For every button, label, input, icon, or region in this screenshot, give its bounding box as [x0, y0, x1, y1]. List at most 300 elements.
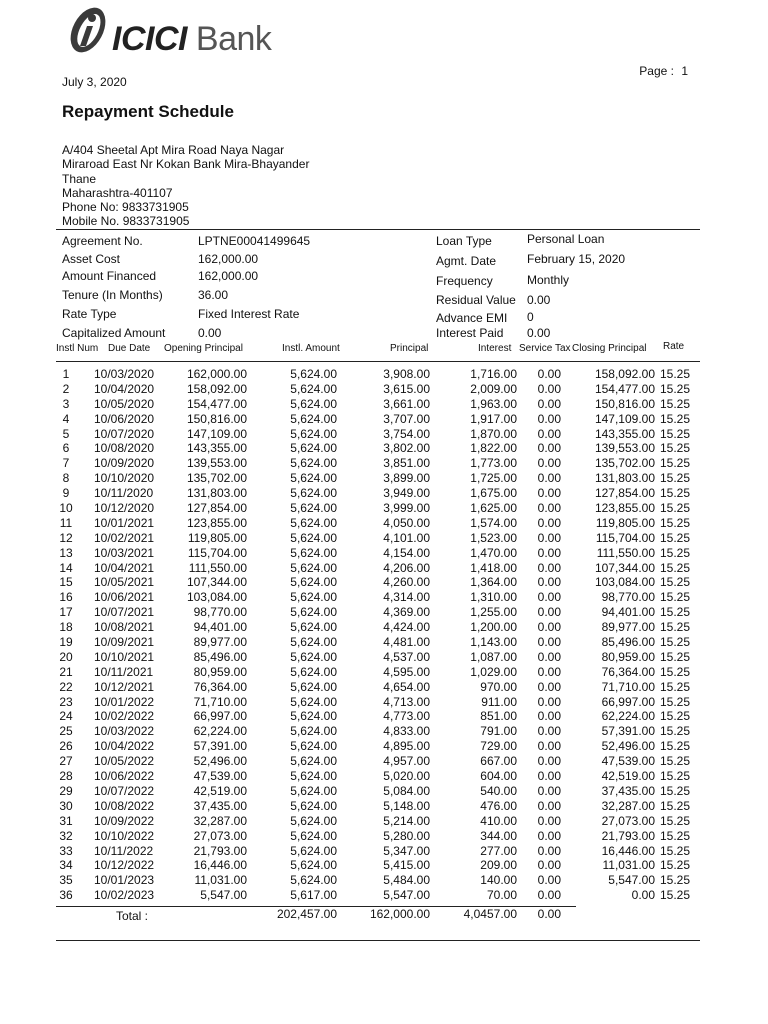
service-tax-cell: 0.00: [537, 858, 561, 873]
interest-cell: 70.00: [486, 888, 517, 903]
opening-principal-cell: 119,805.00: [187, 530, 247, 545]
rate-cell: 15.25: [660, 858, 691, 873]
instl-amount-cell: 5,624.00: [290, 381, 337, 396]
opening-principal-cell: 135,702.00: [186, 471, 247, 486]
closing-principal-cell: 0.00: [631, 888, 655, 903]
instl-amount-cell: 5,624.00: [290, 515, 337, 530]
closing-principal-cell: 16,446.00: [601, 843, 655, 858]
opening-principal-cell: 94,401.00: [193, 620, 247, 635]
interest-cell: 604.00: [480, 769, 517, 784]
instl-num-cell: 19: [59, 635, 73, 650]
instl-amount-cell: 5,624.00: [290, 456, 337, 471]
capitalized-amount-label: Capitalized Amount: [62, 326, 166, 340]
opening-principal-cell: 103,084.00: [186, 590, 247, 605]
service-tax-cell: 0.00: [537, 813, 561, 828]
table-row: [0, 695, 768, 710]
table-row: [0, 739, 768, 754]
opening-principal-cell: 37,435.00: [193, 798, 247, 813]
interest-cell: 1,470.00: [470, 545, 517, 560]
col-header-rate: Rate: [663, 341, 685, 352]
capitalized-amount-value: 0.00: [198, 326, 222, 340]
closing-principal-cell: 94,401.00: [601, 605, 655, 620]
instl-num-cell: 10: [59, 501, 73, 516]
table-row: [0, 799, 768, 814]
table-row: [0, 501, 768, 516]
service-tax-cell: 0.00: [537, 709, 561, 724]
principal-cell: 4,537.00: [383, 649, 430, 664]
page-title: Repayment Schedule: [62, 102, 234, 121]
due-date-cell: 10/09/2020: [94, 456, 155, 471]
opening-principal-cell: 111,550.00: [188, 560, 247, 575]
asset-cost-value: 162,000.00: [198, 252, 259, 266]
rate-type-value: Fixed Interest Rate: [198, 307, 300, 321]
interest-cell: 1,917.00: [470, 411, 517, 426]
rate-cell: 15.25: [660, 530, 691, 545]
interest-cell: 970.00: [480, 679, 517, 694]
table-row: [0, 441, 768, 456]
instl-num-cell: 13: [59, 545, 73, 560]
instl-amount-cell: 5,624.00: [290, 828, 337, 843]
instl-amount-cell: 5,624.00: [290, 769, 337, 784]
table-row: [0, 456, 768, 471]
divider: [56, 361, 700, 362]
instl-amount-cell: 5,624.00: [290, 664, 337, 679]
instl-num-cell: 32: [59, 828, 73, 843]
due-date-cell: 10/08/2020: [94, 441, 155, 456]
table-row: [0, 412, 768, 427]
loan-type-value: Personal Loan: [527, 232, 605, 246]
principal-cell: 4,369.00: [383, 605, 430, 620]
opening-principal-cell: 143,355.00: [186, 441, 247, 456]
instl-num-cell: 7: [62, 456, 70, 471]
rate-cell: 15.25: [660, 709, 691, 724]
instl-num-cell: 33: [59, 843, 73, 858]
advance-emi-value: 0: [527, 310, 534, 324]
col-header-interest: Interest: [478, 343, 512, 354]
principal-cell: 4,895.00: [383, 739, 430, 754]
rate-cell: 15.25: [660, 515, 691, 530]
instl-num-cell: 18: [59, 620, 73, 635]
icici-bank-logo: [62, 4, 324, 56]
interest-cell: 1,716.00: [470, 367, 517, 381]
table-row: [0, 605, 768, 620]
service-tax-cell: 0.00: [537, 664, 561, 679]
instl-amount-cell: 5,624.00: [290, 709, 337, 724]
due-date-cell: 10/07/2020: [94, 426, 155, 441]
instl-num-cell: 12: [59, 530, 73, 545]
closing-principal-cell: 154,477.00: [594, 381, 655, 396]
closing-principal-cell: 143,355.00: [594, 426, 655, 441]
rate-cell: 15.25: [660, 724, 691, 739]
table-row: [0, 858, 768, 873]
rate-cell: 15.25: [660, 381, 691, 396]
rate-cell: 15.25: [660, 545, 691, 560]
principal-cell: 3,908.00: [383, 367, 430, 381]
opening-principal-cell: 80,959.00: [193, 664, 247, 679]
service-tax-cell: 0.00: [537, 828, 561, 843]
service-tax-cell: 0.00: [537, 486, 561, 501]
instl-amount-cell: 5,624.00: [290, 426, 337, 441]
service-tax-cell: 0.00: [537, 873, 561, 888]
table-row: [0, 516, 768, 531]
due-date-cell: 10/10/2021: [94, 649, 155, 664]
service-tax-cell: 0.00: [537, 843, 561, 858]
opening-principal-cell: 154,477.00: [186, 396, 247, 411]
rate-cell: 15.25: [660, 769, 691, 784]
logo-text-icici: ICICI: [112, 20, 187, 58]
service-tax-cell: 0.00: [537, 679, 561, 694]
advance-emi-label: Advance EMI: [436, 311, 508, 325]
rate-cell: 15.25: [660, 828, 691, 843]
interest-cell: 911.00: [481, 694, 517, 709]
principal-cell: 5,148.00: [383, 798, 430, 813]
principal-cell: 4,713.00: [383, 694, 430, 709]
instl-amount-cell: 5,624.00: [290, 679, 337, 694]
col-header-due-date: Due Date: [108, 343, 151, 354]
opening-principal-cell: 71,710.00: [193, 694, 247, 709]
table-row: [0, 754, 768, 769]
interest-cell: 791.00: [480, 724, 517, 739]
instl-num-cell: 17: [59, 605, 73, 620]
opening-principal-cell: 76,364.00: [193, 679, 247, 694]
table-row: [0, 397, 768, 412]
interest-cell: 851.00: [480, 709, 517, 724]
opening-principal-cell: 11,031.00: [194, 873, 247, 888]
table-row: [0, 665, 768, 680]
due-date-cell: 10/06/2022: [94, 769, 155, 784]
divider: [56, 229, 700, 230]
closing-principal-cell: 71,710.00: [601, 679, 655, 694]
opening-principal-cell: 42,519.00: [193, 783, 247, 798]
instl-num-cell: 28: [59, 769, 73, 784]
instl-num-cell: 29: [59, 783, 73, 798]
principal-cell: 5,280.00: [383, 828, 430, 843]
interest-cell: 1,200.00: [470, 620, 517, 635]
instl-num-cell: 14: [59, 560, 73, 575]
instl-amount-cell: 5,624.00: [290, 441, 337, 456]
instl-amount-cell: 5,624.00: [290, 783, 337, 798]
interest-cell: 1,364.00: [470, 575, 517, 590]
opening-principal-cell: 107,344.00: [186, 575, 247, 590]
instl-amount-cell: 5,624.00: [290, 843, 337, 858]
due-date-cell: 10/12/2020: [94, 501, 155, 516]
opening-principal-cell: 158,092.00: [186, 381, 247, 396]
residual-value-value: 0.00: [527, 293, 551, 307]
closing-principal-cell: 147,109.00: [594, 411, 655, 426]
principal-cell: 4,050.00: [383, 515, 430, 530]
opening-principal-cell: 27,073.00: [193, 828, 247, 843]
tenure-value: 36.00: [198, 288, 229, 302]
rate-cell: 15.25: [660, 501, 691, 516]
phone-number: Phone No: 9833731905: [62, 200, 189, 215]
table-row: [0, 724, 768, 739]
table-row: [0, 575, 768, 590]
instl-num-cell: 24: [59, 709, 73, 724]
document-date: July 3, 2020: [62, 75, 127, 89]
instl-num-cell: 36: [59, 888, 73, 903]
due-date-cell: 10/02/2023: [94, 888, 155, 903]
due-date-cell: 10/11/2022: [94, 843, 154, 858]
interest-cell: 1,310.00: [470, 590, 517, 605]
principal-cell: 3,802.00: [383, 441, 430, 456]
rate-cell: 15.25: [660, 843, 691, 858]
interest-cell: 476.00: [480, 798, 517, 813]
instl-amount-cell: 5,624.00: [290, 798, 337, 813]
page-label: Page :: [639, 64, 674, 78]
interest-cell: 1,087.00: [470, 649, 517, 664]
address-line: A/404 Sheetal Apt Mira Road Naya Nagar: [62, 143, 285, 157]
principal-cell: 5,084.00: [383, 783, 430, 798]
interest-cell: 1,773.00: [470, 456, 517, 471]
logo-text-bank: Bank: [195, 20, 272, 58]
service-tax-cell: 0.00: [537, 426, 561, 441]
closing-principal-cell: 119,805.00: [595, 515, 655, 530]
principal-cell: 4,314.00: [383, 590, 430, 605]
due-date-cell: 10/03/2021: [94, 545, 155, 560]
rate-cell: 15.25: [660, 649, 691, 664]
principal-cell: 4,833.00: [383, 724, 430, 739]
interest-cell: 1,675.00: [470, 486, 517, 501]
opening-principal-cell: 162,000.00: [186, 367, 247, 381]
amount-financed-value: 162,000.00: [198, 269, 259, 283]
interest-paid-value: 0.00: [527, 326, 551, 340]
loan-type-label: Loan Type: [436, 234, 492, 248]
instl-num-cell: 25: [59, 724, 73, 739]
table-row: [0, 650, 768, 665]
due-date-cell: 10/11/2021: [94, 664, 154, 679]
service-tax-cell: 0.00: [537, 605, 561, 620]
due-date-cell: 10/05/2021: [94, 575, 155, 590]
interest-cell: 209.00: [480, 858, 517, 873]
total-service-tax: 0.00: [537, 907, 561, 921]
rate-cell: 15.25: [660, 813, 691, 828]
interest-cell: 277.00: [480, 843, 517, 858]
instl-amount-cell: 5,624.00: [290, 575, 337, 590]
service-tax-cell: 0.00: [537, 739, 561, 754]
closing-principal-cell: 47,539.00: [601, 754, 655, 769]
rate-cell: 15.25: [660, 560, 691, 575]
address-line: Maharashtra-401107: [62, 185, 173, 200]
interest-cell: 1,963.00: [470, 396, 517, 411]
principal-cell: 4,595.00: [383, 664, 430, 679]
closing-principal-cell: 11,031.00: [602, 858, 655, 873]
rate-cell: 15.25: [660, 367, 691, 381]
due-date-cell: 10/09/2022: [94, 813, 155, 828]
instl-num-cell: 20: [59, 649, 73, 664]
instl-amount-cell: 5,624.00: [290, 754, 337, 769]
principal-cell: 3,661.00: [383, 396, 430, 411]
opening-principal-cell: 127,854.00: [186, 501, 247, 516]
tenure-label: Tenure (In Months): [62, 288, 163, 302]
table-row: [0, 709, 768, 724]
instl-amount-cell: 5,624.00: [290, 813, 337, 828]
interest-cell: 1,625.00: [470, 501, 517, 516]
amount-financed-label: Amount Financed: [62, 269, 157, 283]
instl-amount-cell: 5,624.00: [290, 590, 337, 605]
interest-cell: 1,822.00: [470, 441, 517, 456]
service-tax-cell: 0.00: [537, 471, 561, 486]
opening-principal-cell: 123,855.00: [186, 515, 247, 530]
rate-cell: 15.25: [660, 605, 691, 620]
opening-principal-cell: 62,224.00: [193, 724, 247, 739]
rate-cell: 15.25: [660, 664, 691, 679]
asset-cost-label: Asset Cost: [62, 252, 121, 266]
rate-cell: 15.25: [660, 396, 691, 411]
instl-amount-cell: 5,624.00: [290, 396, 337, 411]
closing-principal-cell: 150,816.00: [594, 396, 655, 411]
instl-num-cell: 27: [59, 754, 73, 769]
due-date-cell: 10/04/2021: [94, 560, 155, 575]
rate-cell: 15.25: [660, 635, 691, 650]
due-date-cell: 10/07/2021: [94, 605, 155, 620]
principal-cell: 4,481.00: [383, 635, 430, 650]
rate-cell: 15.25: [660, 873, 691, 888]
rate-cell: 15.25: [660, 575, 691, 590]
instl-amount-cell: 5,624.00: [290, 530, 337, 545]
due-date-cell: 10/11/2020: [94, 486, 154, 501]
service-tax-cell: 0.00: [537, 783, 561, 798]
opening-principal-cell: 57,391.00: [193, 739, 247, 754]
instl-num-cell: 4: [62, 411, 70, 426]
due-date-cell: 10/07/2022: [94, 783, 155, 798]
principal-cell: 5,547.00: [383, 888, 430, 903]
table-row: [0, 888, 768, 903]
principal-cell: 4,154.00: [383, 545, 430, 560]
principal-cell: 5,020.00: [383, 769, 430, 784]
instl-amount-cell: 5,624.00: [290, 560, 337, 575]
rate-cell: 15.25: [660, 783, 691, 798]
due-date-cell: 10/02/2022: [94, 709, 155, 724]
closing-principal-cell: 57,391.00: [601, 724, 655, 739]
service-tax-cell: 0.00: [537, 590, 561, 605]
rate-cell: 15.25: [660, 679, 691, 694]
service-tax-cell: 0.00: [537, 530, 561, 545]
total-principal: 162,000.00: [369, 907, 430, 921]
instl-amount-cell: 5,624.00: [290, 873, 337, 888]
agreement-no-value: LPTNE00041499645: [198, 234, 311, 248]
due-date-cell: 10/02/2021: [94, 530, 155, 545]
closing-principal-cell: 80,959.00: [601, 649, 655, 664]
page-number: 1: [681, 64, 688, 78]
opening-principal-cell: 66,997.00: [193, 709, 247, 724]
service-tax-cell: 0.00: [537, 798, 561, 813]
instl-num-cell: 3: [62, 396, 70, 411]
rate-cell: 15.25: [660, 798, 691, 813]
instl-num-cell: 22: [59, 679, 73, 694]
col-header-service-tax: Service Tax: [519, 343, 571, 354]
instl-num-cell: 21: [59, 664, 73, 679]
principal-cell: 3,949.00: [383, 486, 430, 501]
table-row: [0, 680, 768, 695]
opening-principal-cell: 21,793.00: [193, 843, 247, 858]
mobile-number: Mobile No. 9833731905: [62, 214, 190, 229]
agreement-date-label: Agmt. Date: [436, 254, 497, 268]
principal-cell: 3,999.00: [383, 501, 430, 516]
principal-cell: 3,707.00: [383, 411, 430, 426]
instl-amount-cell: 5,624.00: [290, 486, 337, 501]
principal-cell: 5,484.00: [383, 873, 430, 888]
interest-cell: 410.00: [480, 813, 517, 828]
closing-principal-cell: 21,793.00: [601, 828, 655, 843]
closing-principal-cell: 98,770.00: [601, 590, 655, 605]
table-row: [0, 382, 768, 397]
interest-cell: 1,418.00: [470, 560, 517, 575]
due-date-cell: 10/04/2022: [94, 739, 155, 754]
instl-num-cell: 11: [59, 515, 73, 530]
rate-cell: 15.25: [660, 486, 691, 501]
page-indicator: [635, 64, 688, 78]
due-date-cell: 10/06/2020: [94, 411, 155, 426]
opening-principal-cell: 52,496.00: [193, 754, 247, 769]
opening-principal-cell: 131,803.00: [186, 486, 247, 501]
interest-cell: 1,870.00: [470, 426, 517, 441]
col-header-instl-num: Instl Num: [56, 343, 99, 354]
table-row: [0, 486, 768, 501]
service-tax-cell: 0.00: [537, 560, 561, 575]
table-row: [0, 590, 768, 605]
closing-principal-cell: 62,224.00: [601, 709, 655, 724]
closing-principal-cell: 37,435.00: [601, 783, 655, 798]
rate-cell: 15.25: [660, 441, 691, 456]
instl-num-cell: 1: [62, 367, 70, 381]
service-tax-cell: 0.00: [537, 396, 561, 411]
closing-principal-cell: 52,496.00: [601, 739, 655, 754]
customer-address: [62, 143, 309, 229]
opening-principal-cell: 139,553.00: [186, 456, 247, 471]
rate-cell: 15.25: [660, 590, 691, 605]
principal-cell: 4,424.00: [383, 620, 430, 635]
service-tax-cell: 0.00: [537, 381, 561, 396]
instl-num-cell: 15: [59, 575, 73, 590]
opening-principal-cell: 47,539.00: [193, 769, 247, 784]
table-row: [0, 531, 768, 546]
service-tax-cell: 0.00: [537, 367, 561, 381]
service-tax-cell: 0.00: [537, 620, 561, 635]
due-date-cell: 10/08/2021: [94, 620, 155, 635]
service-tax-cell: 0.00: [537, 456, 561, 471]
rate-cell: 15.25: [660, 620, 691, 635]
principal-cell: 5,214.00: [383, 813, 430, 828]
rate-cell: 15.25: [660, 411, 691, 426]
instl-num-cell: 2: [62, 381, 70, 396]
principal-cell: 4,206.00: [383, 560, 430, 575]
table-row: [0, 635, 768, 650]
principal-cell: 5,347.00: [383, 843, 430, 858]
due-date-cell: 10/08/2022: [94, 798, 155, 813]
interest-cell: 2,009.00: [470, 381, 517, 396]
instl-amount-cell: 5,624.00: [290, 635, 337, 650]
closing-principal-cell: 111,550.00: [596, 545, 655, 560]
due-date-cell: 10/10/2022: [94, 828, 155, 843]
closing-principal-cell: 107,344.00: [594, 560, 655, 575]
rate-type-label: Rate Type: [62, 307, 117, 321]
col-header-principal: Principal: [390, 343, 429, 354]
opening-principal-cell: 115,704.00: [187, 545, 247, 560]
address-line: Miraroad East Nr Kokan Bank Mira-Bhayander: [62, 157, 310, 172]
logo-wordmark: [112, 19, 271, 59]
divider: [56, 940, 700, 941]
instl-amount-cell: 5,624.00: [290, 411, 337, 426]
frequency-label: Frequency: [436, 274, 493, 288]
closing-principal-cell: 32,287.00: [601, 798, 655, 813]
instl-num-cell: 31: [59, 813, 73, 828]
table-row: [0, 367, 768, 382]
table-row: [0, 829, 768, 844]
instl-num-cell: 35: [59, 873, 73, 888]
closing-principal-cell: 76,364.00: [601, 664, 655, 679]
interest-cell: 1,029.00: [470, 664, 517, 679]
opening-principal-cell: 98,770.00: [193, 605, 247, 620]
